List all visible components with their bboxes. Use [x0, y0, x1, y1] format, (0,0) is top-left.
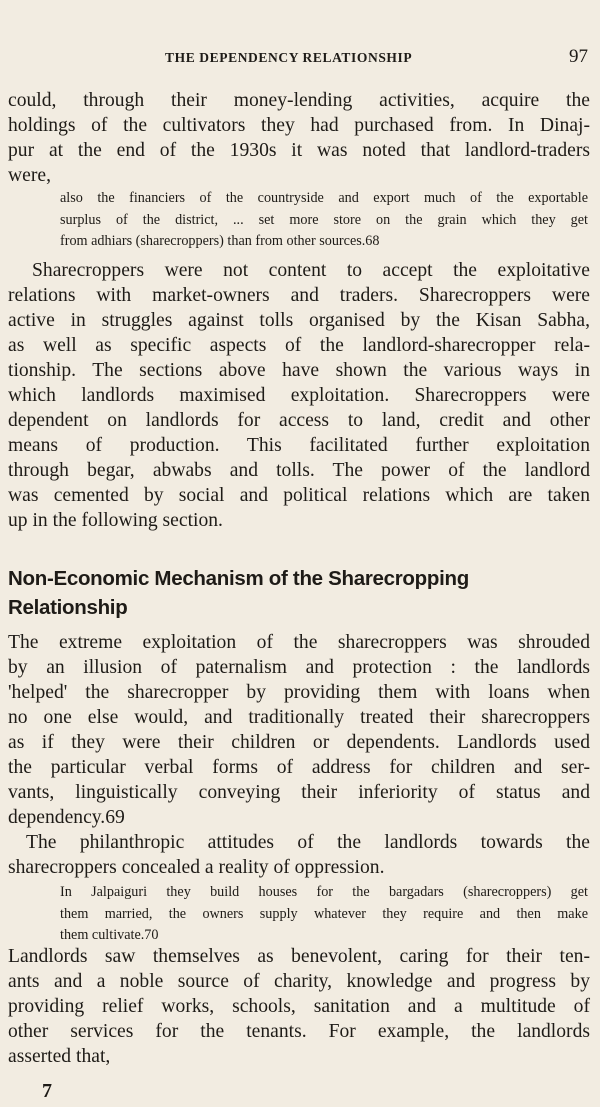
text-line: dependency.69: [8, 807, 125, 828]
text-line: as if they were their children or dependents. Landlords used: [8, 732, 590, 753]
text-line: was cemented by social and political relations which are taken: [8, 485, 590, 506]
quote-line: from adhiars (sharecroppers) than from other sources.68: [60, 233, 380, 249]
paragraph-4: [8, 830, 590, 880]
text-line: as well as specific aspects of the landlord-sharecropper rela-: [8, 335, 590, 356]
running-title: THE DEPENDENCY RELATIONSHIP: [165, 50, 413, 65]
text-line: up in the following section.: [8, 510, 223, 531]
text-line: means of production. This facilitated further exploitation: [8, 435, 590, 456]
text-line: could, through their money-lending activities, acquire the: [8, 90, 590, 111]
text-line: dependent on landlords for access to land, credit and other: [8, 410, 590, 431]
signature-mark: 7: [42, 1080, 52, 1102]
paragraph-5: [8, 944, 590, 1069]
paragraph-3: [8, 630, 590, 830]
page-number: 97: [569, 46, 588, 67]
paragraph-1: [8, 88, 590, 188]
text-line: which landlords maximised exploitation. Sharecroppers were: [8, 385, 590, 406]
quote-line: them cultivate.70: [60, 927, 159, 943]
text-line: holdings of the cultivators they had purchased from. In Dinaj-: [8, 115, 590, 136]
paragraph-2: [8, 258, 590, 533]
heading-line: Non-Economic Mechanism of the Sharecropping: [8, 567, 469, 590]
text-line: providing relief works, schools, sanitation and a multitude of: [8, 996, 590, 1017]
text-line: sharecroppers concealed a reality of oppression.: [8, 857, 385, 878]
text-line: active in struggles against tolls organised by the Kisan Sabha,: [8, 310, 590, 331]
text-line: The philanthropic attitudes of the landlords towards the: [26, 832, 590, 853]
text-line: were,: [8, 165, 51, 186]
text-line: other services for the tenants. For example, the landlords: [8, 1021, 590, 1042]
text-line: the particular verbal forms of address for children and ser-: [8, 757, 590, 778]
text-line: no one else would, and traditionally treated their sharecroppers: [8, 707, 590, 728]
text-line: tionship. The sections above have shown the various ways in: [8, 360, 590, 381]
text-line: Landlords saw themselves as benevolent, caring for their ten-: [8, 946, 590, 967]
text-line: vants, linguistically conveying their inferiority of status and: [8, 782, 590, 803]
block-quote-1: [60, 188, 588, 253]
text-line: ants and a noble source of charity, knowledge and progress by: [8, 971, 590, 992]
text-line: The extreme exploitation of the sharecroppers was shrouded: [8, 632, 590, 653]
text-line: pur at the end of the 1930s it was noted that landlord-traders: [8, 140, 590, 161]
quote-line: them married, the owners supply whatever they require and then make: [60, 905, 588, 922]
quote-line: surplus of the district, ... set more store on the grain which they get: [60, 211, 588, 228]
text-line: relations with market-owners and traders. Sharecroppers were: [8, 285, 590, 306]
heading-line: Relationship: [8, 596, 128, 619]
block-quote-2: [60, 882, 588, 947]
section-heading: [8, 564, 590, 622]
running-head: [0, 44, 600, 74]
quote-line: In Jalpaiguri they build houses for the bargadars (sharecroppers) get: [60, 884, 588, 900]
text-line: by an illusion of paternalism and protection : the landlords: [8, 657, 590, 678]
text-line: through begar, abwabs and tolls. The power of the landlord: [8, 460, 590, 481]
quote-line: also the financiers of the countryside and export much of the exportable: [60, 190, 588, 206]
text-line: Sharecroppers were not content to accept the exploitative: [32, 260, 590, 281]
text-line: asserted that,: [8, 1046, 111, 1067]
text-line: 'helped' the sharecropper by providing them with loans when: [8, 682, 590, 703]
